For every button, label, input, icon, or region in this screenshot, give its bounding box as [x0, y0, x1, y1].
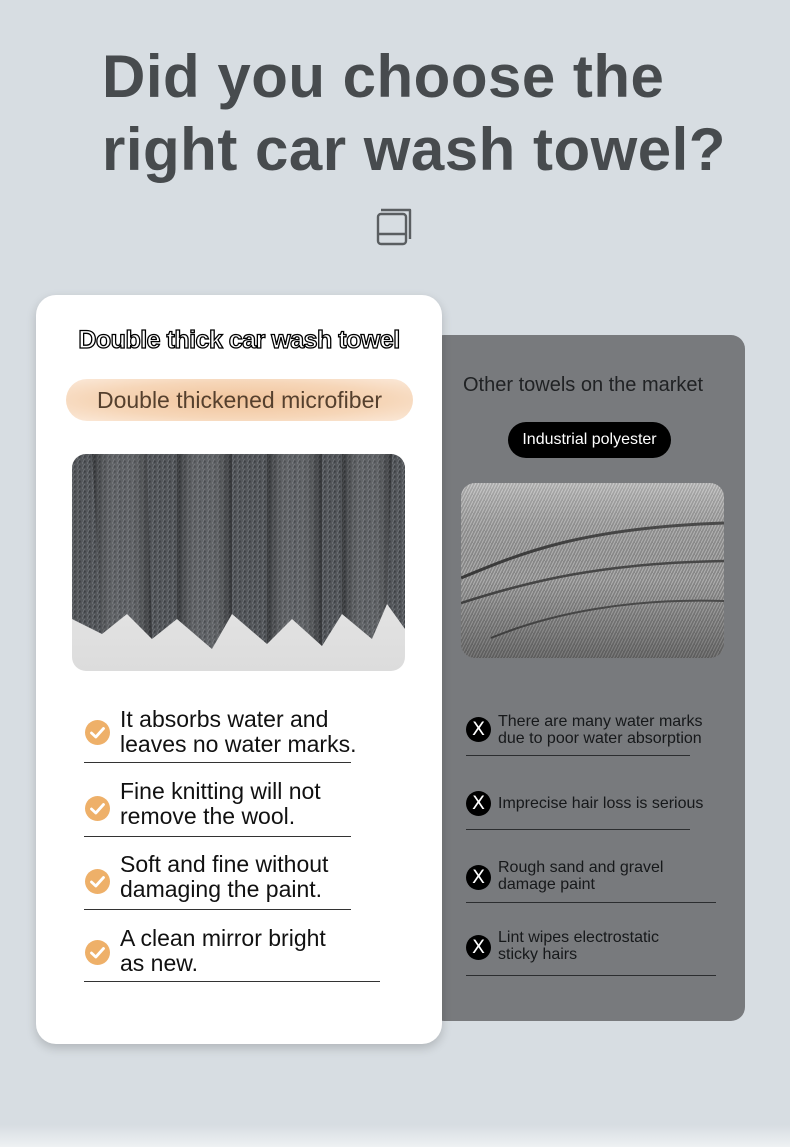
feature-text [120, 926, 390, 976]
check-icon [85, 720, 110, 745]
microfiber-badge: Double thickened microfiber [66, 379, 413, 421]
towel-icon [376, 208, 414, 246]
page-headline [102, 40, 762, 186]
other-towels-title: Other towels on the market [463, 374, 704, 396]
polyester-towel-photo [461, 483, 724, 658]
feature-line: It absorbs water and [120, 706, 329, 732]
bottom-fade [0, 1125, 790, 1147]
check-icon [85, 869, 110, 894]
feature-line: leaves no water marks. [120, 731, 357, 757]
feature-text [120, 707, 390, 757]
drawback-text [498, 713, 720, 747]
drawback-text [498, 859, 720, 893]
drawback-line: due to poor water absorption [498, 730, 702, 747]
drawback-line: sticky hairs [498, 946, 578, 963]
drawback-text [498, 795, 720, 812]
feature-line: damaging the paint. [120, 876, 323, 902]
check-icon [85, 796, 110, 821]
headline-line-2: right car wash towel? [102, 116, 726, 183]
feature-line: Fine knitting will not [120, 778, 321, 804]
feature-line: remove the wool. [120, 803, 296, 829]
feature-line: as new. [120, 950, 198, 976]
microfiber-towel-photo [72, 454, 405, 671]
divider [466, 755, 690, 756]
divider [466, 975, 716, 976]
divider [466, 829, 690, 830]
x-icon: X [466, 791, 491, 816]
x-icon: X [466, 935, 491, 960]
our-towel-title: Double thick car wash towel [78, 326, 400, 354]
divider [466, 902, 716, 903]
polyester-badge: Industrial polyester [508, 422, 671, 458]
check-icon [85, 940, 110, 965]
feature-line: Soft and fine without [120, 851, 329, 877]
drawback-line: There are many water marks [498, 713, 703, 730]
feature-text [120, 852, 390, 902]
drawback-line: damage paint [498, 876, 595, 893]
divider [84, 909, 351, 910]
drawback-text [498, 929, 720, 963]
feature-text [120, 779, 390, 829]
divider [84, 762, 351, 763]
x-icon: X [466, 865, 491, 890]
x-icon: X [466, 717, 491, 742]
headline-line-1: Did you choose the [102, 43, 665, 110]
drawback-line: Lint wipes electrostatic [498, 929, 659, 946]
drawback-line: Rough sand and gravel [498, 859, 664, 876]
divider [84, 981, 380, 982]
feature-line: A clean mirror bright [120, 925, 326, 951]
divider [84, 836, 351, 837]
drawback-line: Imprecise hair loss is serious [498, 795, 704, 812]
